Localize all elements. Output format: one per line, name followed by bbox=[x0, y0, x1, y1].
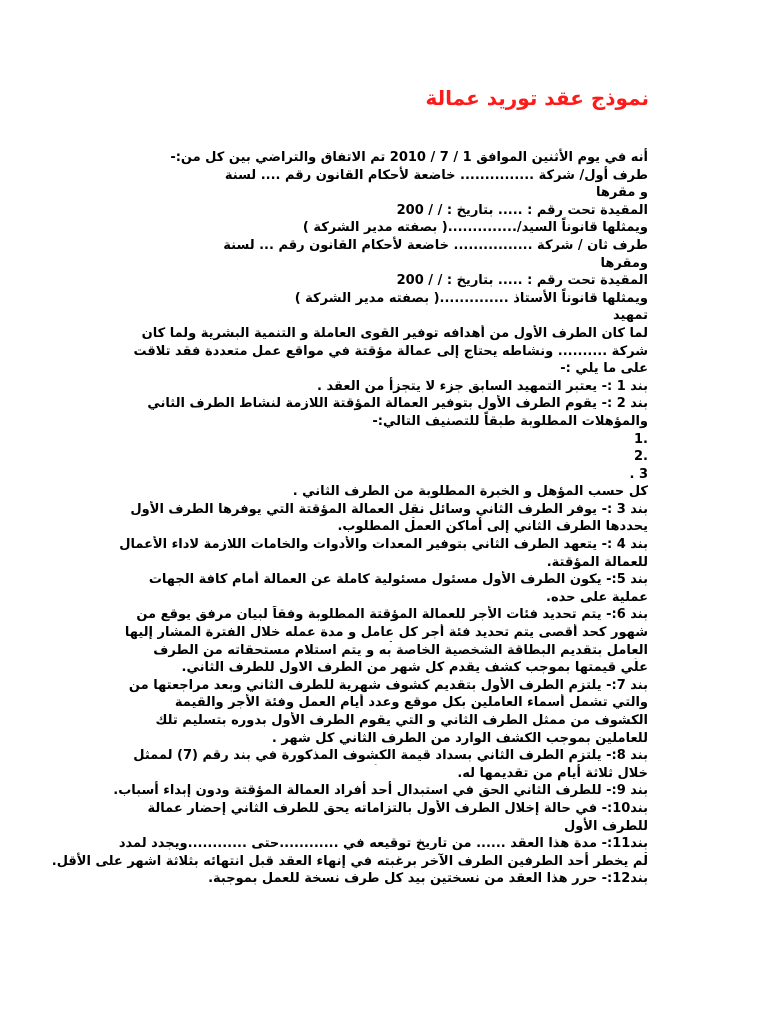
clause-6-line: العامل بتقديم البطاقة الشخصية الخاصة به و يتم استلام مستحقاته من الطرف bbox=[153, 642, 648, 658]
clause-2-line: بند 2 :- يقوم الطرف الأول بتوفير العمالة المؤقتة اللازمة لنشاط الطرف الثاني bbox=[147, 396, 648, 412]
first-party-address-line: و مقرها bbox=[596, 185, 648, 201]
clause-6-line: علي قيمتها بموجب كشف يقدم كل شهر من الطرف الاول للطرف الثاني. bbox=[181, 660, 648, 676]
first-party-registration-line: المقيدة تحت رقم : ..... بتاريخ : / / 200 bbox=[396, 202, 648, 218]
document-title: نموذج عقد توريد عمالة bbox=[425, 86, 649, 110]
clause-6-line: بند 6:- يتم تحديد فئات الأجر للعمالة المؤقتة المطلوبة وفقاً لبيان مرفق يوقع من bbox=[136, 607, 648, 623]
first-party-company-line: طرف أول/ شركة ............... خاضعة لأحكام القانون رقم .... لسنة bbox=[224, 167, 648, 183]
document-body bbox=[51, 149, 648, 888]
classification-item: .1 bbox=[634, 431, 648, 447]
clause-2-line: كل حسب المؤهل و الخبرة المطلوبة من الطرف الثاني . bbox=[292, 484, 648, 500]
clause-5-line: بند 5:- يكون الطرف الأول مسئول مسئولية كاملة عن العمالة أمام كافة الجهات bbox=[148, 572, 648, 588]
second-party-representative-line: ويمثلها قانوناً الأستاذ ..............( بصفته مدير الشركة ) bbox=[294, 290, 648, 306]
clause-1-line: بند 1 :- يعتبر التمهيد السابق جزء لا يتجزأ من العقد . bbox=[317, 378, 648, 394]
preamble-line: على ما يلي :- bbox=[560, 361, 648, 377]
clause-12-line: بند12:- حرر هذا العقد من نسختين بيد كل طرف نسخة للعمل بموجبة. bbox=[208, 871, 648, 887]
clause-5-line: عملية على حده. bbox=[546, 589, 648, 605]
clause-3-line: يحددها الطرف الثاني إلى أماكن العمل المطلوب. bbox=[337, 519, 648, 535]
clause-3-line: بند 3 :- يوفر الطرف الثاني وسائل نقل العمالة المؤقتة التي يوفرها الطرف الأول bbox=[130, 501, 648, 517]
preamble-heading: تمهيد bbox=[613, 308, 648, 324]
preamble-line: شركة .......... ونشاطه يحتاج إلى عمالة مؤقتة في مواقع عمل متعددة فقد تلاقت bbox=[133, 343, 648, 359]
clause-8-line: خلال ثلاثة أيام من تقديمها له. bbox=[457, 765, 648, 781]
clause-7-line: للعاملين بموجب الكشف الوارد من الطرف الثاني كل شهر . bbox=[271, 730, 648, 746]
clause-2-line: والمؤهلات المطلوبة طبقاً للتصنيف التالي:- bbox=[372, 413, 648, 429]
clause-10-line: للطرف الأول bbox=[563, 818, 648, 834]
clause-4-line: بند 4 :- يتعهد الطرف الثاني بتوفير المعدات والأدوات والخامات اللازمة لاداء الأعمال bbox=[119, 537, 648, 553]
second-party-company-line: طرف ثان / شركة ................ خاضعة لأحكام القانون رقم ... لسنة bbox=[223, 237, 648, 253]
clause-7-line: والتي تشمل أسماء العاملين بكل موقع وعدد أيام العمل وفئة الأجر والقيمة bbox=[174, 695, 648, 711]
clause-8-line: بند 8:- يلتزم الطرف الثاني بسداد قيمة الكشوف المذكورة في بند رقم (7) لممثل bbox=[133, 748, 648, 764]
contract-intro-line: أنه في يوم الأثنين الموافق 1 / 7 / 2010 تم الاتفاق والتراضي بين كل من:- bbox=[170, 150, 648, 165]
classification-item: 3 . bbox=[629, 466, 648, 482]
first-party-representative-line: ويمثلها قانوناً السيد/..............( بصفته مدير الشركة ) bbox=[302, 220, 648, 236]
classification-item: .2 bbox=[634, 449, 648, 465]
clause-7-line: الكشوف من ممثل الطرف الثاني و التي يقوم الطرف الأول بدوره بتسليم تلك bbox=[155, 713, 648, 728]
clause-4-line: للعمالة المؤقتة. bbox=[546, 554, 648, 570]
clause-9-line: بند 9:- للطرف الثاني الحق في استبدال أحد أفراد العمالة المؤقتة ودون إبداء أسباب. bbox=[113, 783, 648, 799]
second-party-address-line: ومقرها bbox=[600, 255, 648, 271]
clause-7-line: بند 7:- يلتزم الطرف الأول بتقديم كشوف شهرية للطرف الثاني وبعد مراجعتها من bbox=[128, 677, 648, 693]
clause-11-line: لم يخطر أحد الطرفين الطرف الآخر برغبته في إنهاء العقد قبل انتهائه بثلاثة اشهر على الأقل. bbox=[51, 853, 648, 869]
preamble-line: لما كان الطرف الأول من أهدافه توفير القوى العاملة و التنمية البشرية ولما كان bbox=[141, 325, 648, 341]
clause-11-line: بند11:- مدة هذا العقد ...... من تاريخ توقيعه في ............حتى ............ويجدد لمدد bbox=[118, 836, 648, 852]
second-party-registration-line: المقيدة تحت رقم : ..... بتاريخ : / / 200 bbox=[396, 273, 648, 289]
clause-6-line: شهور كحد أقصى يتم تحديد فئة أجر كل عامل و مدة عمله خلال الفترة المشار إليها bbox=[124, 625, 648, 641]
clause-10-line: بند10:- في حالة إخلال الطرف الأول بالتزاماته يحق للطرف الثاني إحضار عمالة bbox=[147, 800, 648, 816]
